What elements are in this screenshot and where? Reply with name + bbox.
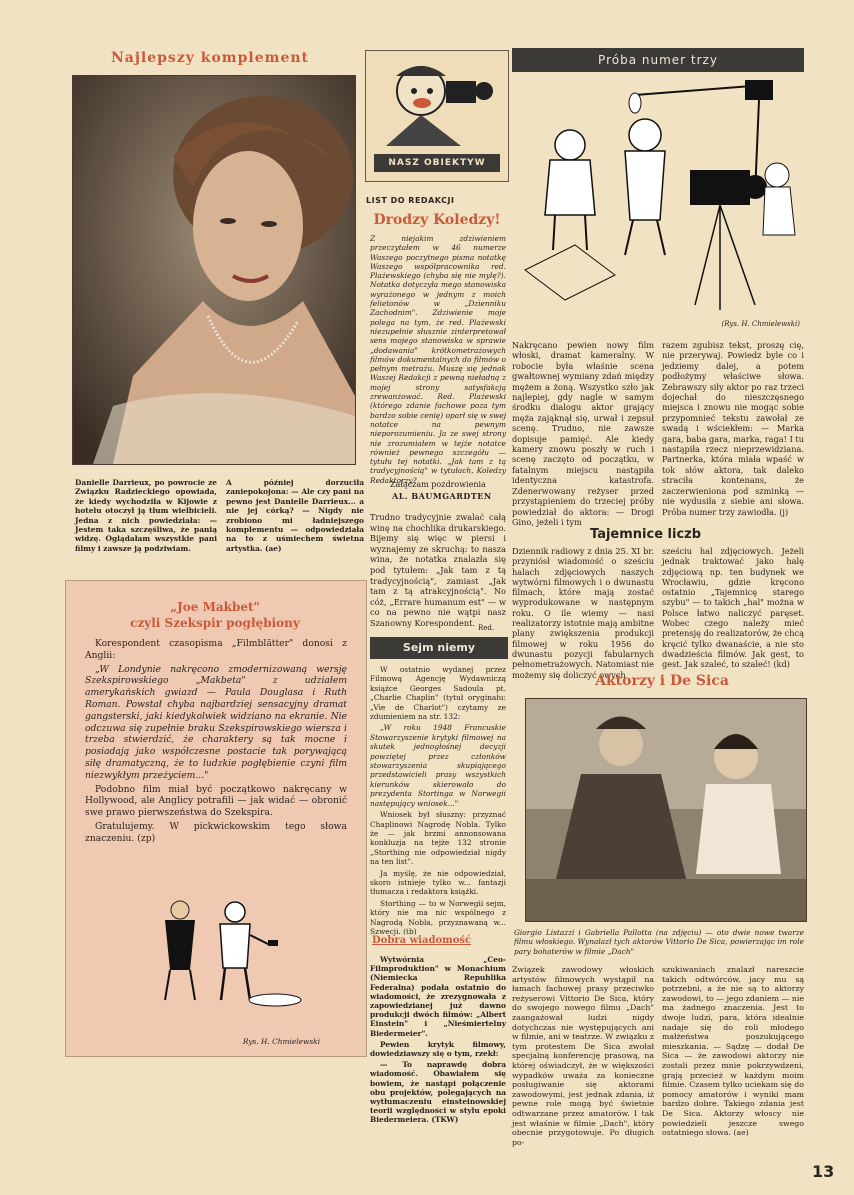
komplement-caption-right: A później dorzuciła zaniepokojona: — Ale czy pani na pewno jest Danielle Darrieux... a nie jej córką? — Nigdy nie zrobiono mi ładniejszego komplementu — odpowiedziała na to z uśmiechem świetna artystka. (ae) [226,478,364,553]
makbet-p1: Korespondent czasopisma „Filmblätter" donosi z Anglii: [85,638,347,661]
nasz-obiektyw-logo [365,50,509,182]
sejm-p2: „W roku 1948 Francuskie Stowarzyszenie krytyki filmowej na skutek jednogłośnej decyzji powziętej przez członków stowarzyszenia skupiającego przedstawicieli prasy wszystkich kierunków skierowało do prezydenta Stortinga w Norwegii następujący wniosek..." [370,723,506,808]
gangster-cartoon [125,900,320,1010]
komplement-caption-left: Danielle Darrieux, po powrocie ze Związku Radzieckiego opowiada, że kiedy wychodziła w Kijowie z hotelu otoczył ją tłum wielbicieli. Jedna z nich powiedziała: — Jestem taka szczęśliwa, że panią widzę. Oglądałam wszystkie pani filmy i zawsze ją podziwiam. [75,478,217,553]
taj-text-right: sześciu hal zdjęciowych. Jeżeli jednak traktować jako halę zdjęciową np. ten budynek we Wrocławiu, gdzie kręcono ostatnio „Tajemnicę starego szybu" — to takich „hal" można w Polsce łatwo naliczyć paręset. Wobec czego należy mieć pretensję do realizatorów, że chcą kręcić tylko dwanaście, a nie sto dwadzieścia filmów. Jak gest, to gest. Jak szaleć, to szaleć! (kd) [662,546,804,670]
komplement-title: Najlepszy komplement [110,50,310,66]
proba-credit: (Rys. H. Chmielewski) [721,320,800,328]
portrait-illustration [73,76,355,464]
cameraman-logo-icon [366,51,508,151]
letter-sign2: AL. BAUMGARDTEN [392,491,492,501]
dobra-p1: Wytwórnia „Ceo-Filmproduktion" w Monachium (Niemiecka Republika Federalna) podała ostatnio do wiadomości, że zrezygnowała z zapowiedzianej już dawno produkcji dwóch filmów: „Albert Einstein" i „Nieśmiertelny Biedermeier". [370,955,506,1038]
sejm-title: Sejm niemy [370,637,508,659]
proba-title: Próba numer trzy [512,48,804,72]
makbet-body [85,638,347,916]
letter-body: Z niejakim zdziwieniem przeczytałem w 46 numerze Waszego poczytnego pisma notatkę Waszego współpracownika red. Plażewskiego (chyba się nie mylę?). Notatka dotyczyła mego stanowiska wyrażonego w jednym z moich felietonów w „Dzienniku Zachodnim". Zdziwienie moje polega na tym, że red. Plażewski niezupełnie słusznie zinterpretował sens mojego stanowiska w sprawie „dodawania" krótkometrażowych filmów dokumentalnych do filmów o pełnym metrażu. Muszę się jednak Waszej Redakcji z pewną nieładną z mojej strony satysfakcją zrewanżować. Red. Plażewski (którego zdanie fachowe poza tym bardzo sobie cenię) oparł się w swej notatce na pewnym nieporozumieniu. Ja ze swej strony nie zrozumiałem w tejże notatce również pewnego szczegółu — tytułu tej notatki. „Jak tam z tą tradycyjnością" w tytułach, Koledzy Redaktorzy? [370,234,506,485]
sejm-p1: W ostatnio wydanej przez Filmową Agencję Wydawniczą książce Georges Sadoula pt. „Charlie Chaplin" (tytuł oryginału: „Vie de Charlot") czytamy ze zdumieniem na str. 132: [370,665,506,722]
sejm-p5: Storthing — to w Norwegii sejm, który nie ma nic wspólnego z Nagrodą Nobla, przyznawaną w... Szwecji. (tb) [370,898,506,936]
makbet-p3: Podobno film miał być początkowo nakręcany w Hollywood, ale Anglicy potrafili — jak widać — obronić swe prawo pierwszeństwa do Szekspira. [85,783,347,819]
proba-text-left: Nakręcano pewien nowy film włoski, dramat kameralny. W robocie była właśnie scena gwałtownej wymiany zdań między mężem a żoną. Wszystko szło jak najlepiej, gdy nagle w samym środku dialogu aktor grający męża zająknął się, urwał i zepsuł scenę. Trudno, nie zawsze dopisuje pamięć. Ale kiedy kamery znowu poszły w ruch i scenę zaczęto od początku, w fatalnym miejscu nastąpiła identyczna katastrofa. Zdenerwowany reżyser przed przystąpieniem do trzeciej próby powiedział do aktora: — Drogi Gino, jeżeli i tym [512,340,654,527]
akt-caption: Giorgio Listazzi i Gabriella Pallotta (na zdjęciu) — oto dwie nowe twarze filmu włoskiego. Wynalazł tych aktorów Vittorio De Sica, powierzając im role pary bohaterów w filmie „Dach" [514,928,804,956]
sejm-p4: Ja myślę, że nie odpowiedział, skoro istnieje tylko w... fantazji tłumacza i redaktora książki. [370,868,506,897]
page-number: 13 [812,1162,835,1181]
akt-photo [525,698,807,922]
proba-cartoon [515,75,805,325]
akt-title: Aktorzy i De Sica [595,673,729,689]
portrait-photo [72,75,356,465]
dobra-body [370,955,506,1125]
makbet-credit: Rys. H. Chmielewski [242,1037,320,1046]
letter-title: Drodzy Koledzy! [373,212,501,228]
makbet-title: „Joe Makbet" [170,600,260,614]
taj-title: Tajemnice liczb [590,527,702,542]
letter-sign1: Załączam pozdrowienia [390,480,486,489]
film-set-cartoon [515,75,805,325]
taj-text-left: Dziennik radiowy z dnia 25. XI br. przyniósł wiadomość o sześciu halach zdjęciowych naszych wytwórni filmowych i o dwunastu filmach, które mają zostać wyprodukowane w następnym roku. O ile wiemy — nasi realizatorzy istotnie mają ambitne plany zwiększenia produkcji filmowej w roku 1956 do dwunastu pozycji fabularnych pełnometrażowych. Natomiast nie możemy się doliczyć owych [512,546,654,680]
logo-label: NASZ OBIEKTYW [374,154,500,172]
proba-text-right: razem zgubisz tekst, proszę cię, nie przerywaj. Powiedz byle co i jedziemy dalej, a potem podłożymy właściwe słowa. Zebrawszy siły aktor po raz trzeci dojechał do nieszczęsnego miejsca i znowu nie mogąc sobie przypomnieć tekstu zawołał ze swadą i wściekłem: — Marka gara, baba gara, marka, raga! I tu nastąpiła rzecz nieprzewidziana. Partnerka, która miała wpaść w tok słów aktora, tak daleko straciła kontenans, że zaczerwieniona pod szminką — nie wydusiła z siebie ani słowa. Próba numer trzy zawiodła. (j) [662,340,804,517]
makbet-cartoon [125,900,320,1010]
makbet-p4: Gratulujemy. W pickwickowskim tego słowa znaczeniu. (zp) [85,820,347,844]
sejm-p3: Wniosek był słuszny: przyznać Chaplinowi Nagrodę Nobla. Tylko że — jak brzmi annonsowana konkluzja na tejże 132 stronie „Storthing nie odpowiedział nigdy na ten list". [370,810,506,867]
letter-kicker: LIST DO REDAKCJI [366,196,455,205]
dobra-title: Dobra wiadomość [372,935,472,946]
makbet-subtitle: czyli Szekspir pogłębiony [130,616,300,630]
actors-photo-illustration [526,699,806,921]
letter-reply: Trudno tradycyjnie zwalać całą winę na chochlika drukarskiego. Bijemy się więc w piersi i wyznajemy ze skruchą: to nasza wina, że notatka znalazła się pod tytułem: „Jak tam z tą tradycyjnością", zamiast „Jak tam z tą atrakcyjnością". No cóż, „Errare humanum est" — w co na pewno nie wątpi nasz Szanowny Korespondent. [370,512,506,628]
dobra-p3: — To naprawdę dobra wiadomość. Obawiałem się bowiem, że nastąpi połączenie obu projektów, polegających na wytłumaczeniu einsteinowskiej teorii względności w stylu epoki Biedermeiera. (TKW) [370,1060,506,1125]
akt-text-right: szukiwaniach znalazł nareszcie takich odtwórców, jacy mu są potrzebni, a że nie są to aktorzy zawodowi, to — jego zdaniem — nie ma żadnego znaczenia. Jest to dwoje ludzi, para, która idealnie nadaje się do roli młodego małżeństwa poszukującego mieszkania. — Sądzę — dodał De Sica — że zawodowi aktorzy nie zostali przez mnie pokrzywdzeni, grają przecież w każdym moim filmie. Czasem tylko uciekam się do pomocy amatorów i wyniki mam bardzo dobre. Takiego zdania jest De Sica. Aktorzy włoscy nie powiedzieli jeszcze swego ostatniego słowa. (ae) [662,965,804,1138]
dobra-p2: Pewien krytyk filmowy, dowiedziawszy się o tym, rzekł: [370,1039,506,1059]
makbet-p2: „W Londynie nakręcono zmodernizowaną wersję Szekspirowskiego „Makbeta" z udziałem amerykańskich gwiazd — Paula Douglasa i Ruth Roman. Powstał chyba najbardziej sensacyjny dramat gangsterski, jaki kiedykolwiek widziano na ekranie. Nie odczuwa się zupełnie braku Szekspirowskiego wiersza i trzeba stwierdzić, że charaktery są tak mocne i posiadają jako współczesne postacie tak porywającą siłę dramatyczną, że to ludzkie pogłębienie czyni film niezwykłym przeżyciem..." [85,663,347,781]
sejm-body [370,665,506,936]
reply-sign: Red. [478,624,495,632]
akt-text-left: Związek zawodowy włoskich artystów filmowych wystąpił na łamach fachowej prasy przeciwko reżyserowi Vittorio De Sica, który do swojego nowego filmu „Dach" zaangażował ludzi nigdy dotychczas nie występujących ani w filmie, ani w teatrze. W związku z tym protestem De Sica zwołał specjalną konferencję prasową, na której oświadczył, że w większości wypadków uważa za konieczne posługiwanie się aktorami zawodowymi, jest jednak zdania, iż pewne role mogą być świetnie odtwarzane przez amatorów. I tak jest właśnie w filmie „Dach", który obecnie przygotowuje. Po długich po- [512,965,654,1147]
